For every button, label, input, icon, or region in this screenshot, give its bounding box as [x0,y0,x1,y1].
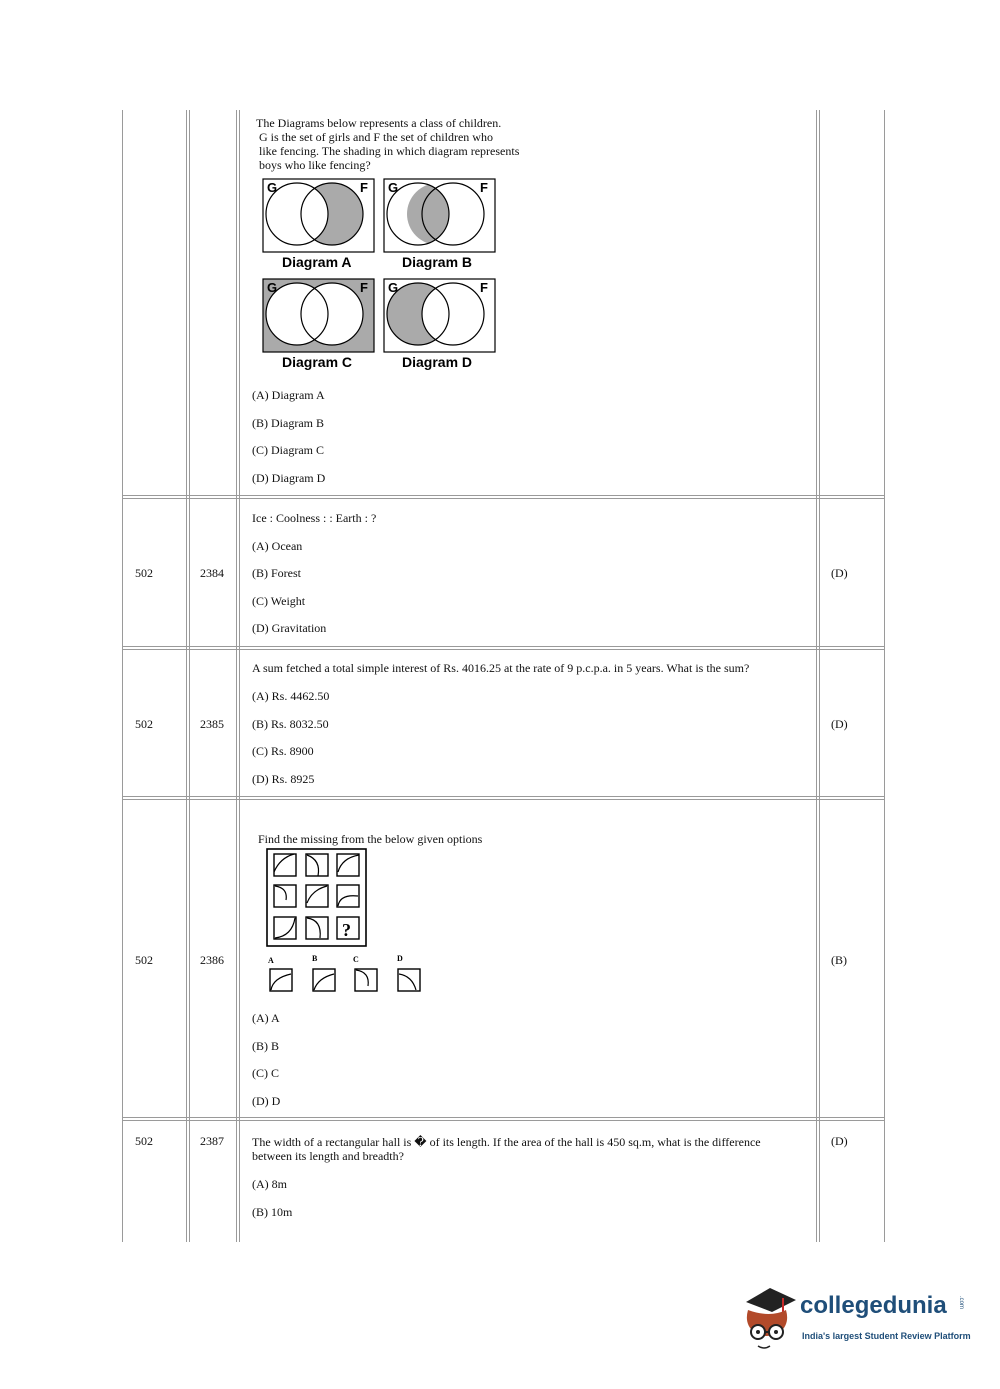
option: (D) D [252,1094,281,1108]
option: (D) Diagram D [252,471,326,485]
mascot-icon [740,1284,802,1350]
question-stem-line: The Diagrams below represents a class of children. [256,116,502,130]
option: (B) B [252,1039,279,1053]
set-label-g: G [388,280,399,295]
option: (A) 8m [252,1177,287,1191]
choice-letter: A [268,956,274,965]
diagram-label: Diagram A [282,254,352,270]
answer-key: (D) [831,566,848,580]
diagram-d [384,279,495,370]
option: (B) 10m [252,1205,293,1219]
option: (C) Diagram C [252,443,324,457]
question-id: 2386 [200,953,224,967]
choice-letter: C [353,955,359,964]
option: (A) Rs. 4462.50 [252,689,330,703]
venn-diagrams [260,176,500,372]
logo-tagline: India's largest Student Review Platform [802,1331,971,1341]
option: (D) Gravitation [252,621,327,635]
pattern-grid [266,848,368,948]
option: (C) C [252,1066,279,1080]
question-stem-line: like fencing. The shading in which diagram represents [259,144,520,158]
option: (B) Forest [252,566,301,580]
option: (B) Rs. 8032.50 [252,717,329,731]
question-text: Find the missing from the below given options [258,832,483,846]
answer-key: (D) [831,1134,848,1148]
subject-code: 502 [135,953,153,967]
question-stem-line: G is the set of girls and F the set of children who [259,130,493,144]
diagram-label: Diagram B [402,254,473,270]
diagram-c [263,279,374,370]
question-text: Ice : Coolness : : Earth : ? [252,511,377,525]
set-label-g: G [388,180,399,195]
diagram-label: Diagram C [282,354,353,370]
subject-code: 502 [135,566,153,580]
logo-title: collegedunia [800,1292,947,1319]
choice-letter: D [397,954,403,963]
option: (A) Ocean [252,539,303,553]
set-label-f: F [360,180,368,195]
missing-mark: ? [342,920,351,940]
set-label-g: G [267,280,278,295]
option: (D) Rs. 8925 [252,772,315,786]
question-stem-line: boys who like fencing? [259,158,371,172]
choice-letter: B [312,954,318,963]
option: (C) Weight [252,594,306,608]
subject-code: 502 [135,1134,153,1148]
option: (A) Diagram A [252,388,325,402]
diagram-b [384,179,495,270]
set-label-f: F [480,180,488,195]
diagram-label: Diagram D [402,354,473,370]
set-label-g: G [267,180,278,195]
subject-code: 502 [135,717,153,731]
set-label-f: F [360,280,368,295]
question-id: 2387 [200,1134,224,1148]
question-id: 2385 [200,717,224,731]
logo-suffix: .com [958,1296,964,1310]
question-table [122,110,886,1242]
answer-key: (D) [831,717,848,731]
question-id: 2384 [200,566,224,580]
set-label-f: F [480,280,488,295]
question-text: The width of a rectangular hall is � of its length. If the area of the hall is 450 sq.m, what is the difference [252,1135,761,1149]
option: (A) A [252,1011,280,1025]
option: (C) Rs. 8900 [252,744,314,758]
question-text: between its length and breadth? [252,1149,404,1163]
option: (B) Diagram B [252,416,324,430]
collegedunia-logo [740,1282,980,1352]
answer-key: (B) [831,953,847,967]
answer-choices [266,954,426,994]
question-text: A sum fetched a total simple interest of Rs. 4016.25 at the rate of 9 p.c.p.a. in 5 years. What is the sum? [252,661,750,675]
diagram-a [263,179,374,270]
